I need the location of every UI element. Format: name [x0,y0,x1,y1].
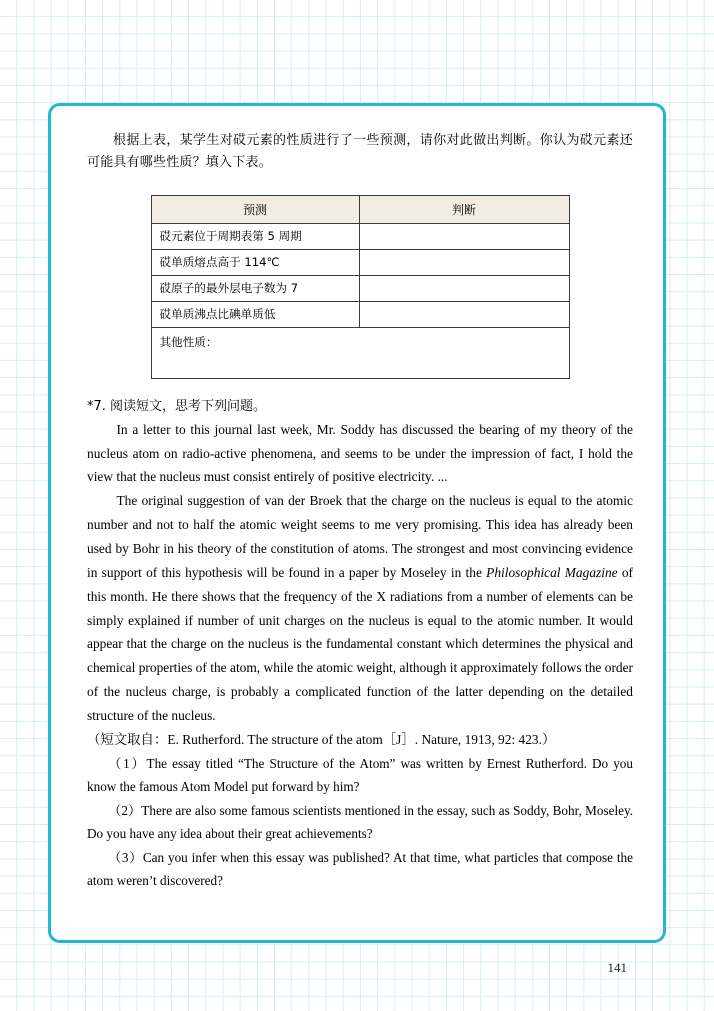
table-row [151,223,569,249]
table-cell-prediction: 砹原子的最外层电子数为 7 [151,275,359,301]
table-cell-judgement[interactable] [359,275,569,301]
table-header-prediction: 预测 [151,195,359,223]
content-card [48,103,666,975]
table-cell-judgement[interactable] [359,301,569,327]
table-row-other-properties [151,327,569,378]
table-row [151,301,569,327]
question-item-3: （3）Can you infer when this essay was published? At that time, what particles that compose the atom weren’t discovered? [87,849,633,889]
table-cell-other-properties[interactable]: 其他性质： [151,327,569,378]
table-cell-prediction: 砹元素位于周期表第 5 周期 [151,223,359,249]
table-row [151,275,569,301]
essay-source-citation: （短文取自：E. Rutherford. The structure of the atom［J］. Nature, 1913, 92: 423.） [87,731,556,747]
table-header-row [151,195,569,223]
prediction-table [151,195,570,379]
table-cell-prediction: 砹单质沸点比碘单质低 [151,301,359,327]
question-item-2: （2）There are also some famous scientists mentioned in the essay, such as Soddy, Bohr, Moseley. Do you have any idea about their great achievements? [87,802,633,842]
table-cell-judgement[interactable] [359,223,569,249]
essay-paragraph-2-part-b: of this month. He there shows that the frequency of the X radiations from a number of elements can be simply explained if number of unit charges on the nucleus is equal to the atomic number. It would appear that the charge on the nucleus is the fundamental constant which determines the physical and chemical properties of the atom, while the atomic weight, although it approximately follows the order of the nucleus charge, is probably a complicated function of the latter depending on the detailed structure of the nucleus. [87,564,633,724]
card-inner [87,130,633,893]
question-7-heading: *7. 阅读短文，思考下列问题。 [87,398,267,414]
question-list [87,752,633,893]
table-cell-prediction: 砹单质熔点高于 114℃ [151,249,359,275]
page-number: 141 [607,960,627,975]
table-cell-judgement[interactable] [359,249,569,275]
table-row [151,249,569,275]
essay-paragraph-1: In a letter to this journal last week, Mr. Soddy has discussed the bearing of my theory of the nucleus atom on radio-active phenomena, and seems to be under the impression of fact, I hold the view that the nucleus must consist entirely of positive electricity. ... [87,421,633,485]
essay-paragraph-2 [87,489,633,728]
intro-paragraph: 根据上表，某学生对砹元素的性质进行了一些预测，请你对此做出判断。你认为砹元素还可能具有哪些性质？填入下表。 [87,133,633,171]
table-header-judgement: 判断 [359,195,569,223]
question-item-1: （1）The essay titled “The Structure of the Atom” was written by Ernest Rutherford. Do you know the famous Atom Model put forward by him? [87,755,633,795]
essay-block [87,418,633,752]
essay-journal-title: Philosophical Magazine [486,564,618,580]
essay-paragraph-2-part-a: The original suggestion of van der Broek that the charge on the nucleus is equal to the atomic number and not to half the atomic weight seems to me very promising. This idea has already been used by Bohr in his theory of the constitution of atoms. The strongest and most convincing evidence in support of this hypothesis will be found in a paper by Moseley in the [87,493,633,580]
